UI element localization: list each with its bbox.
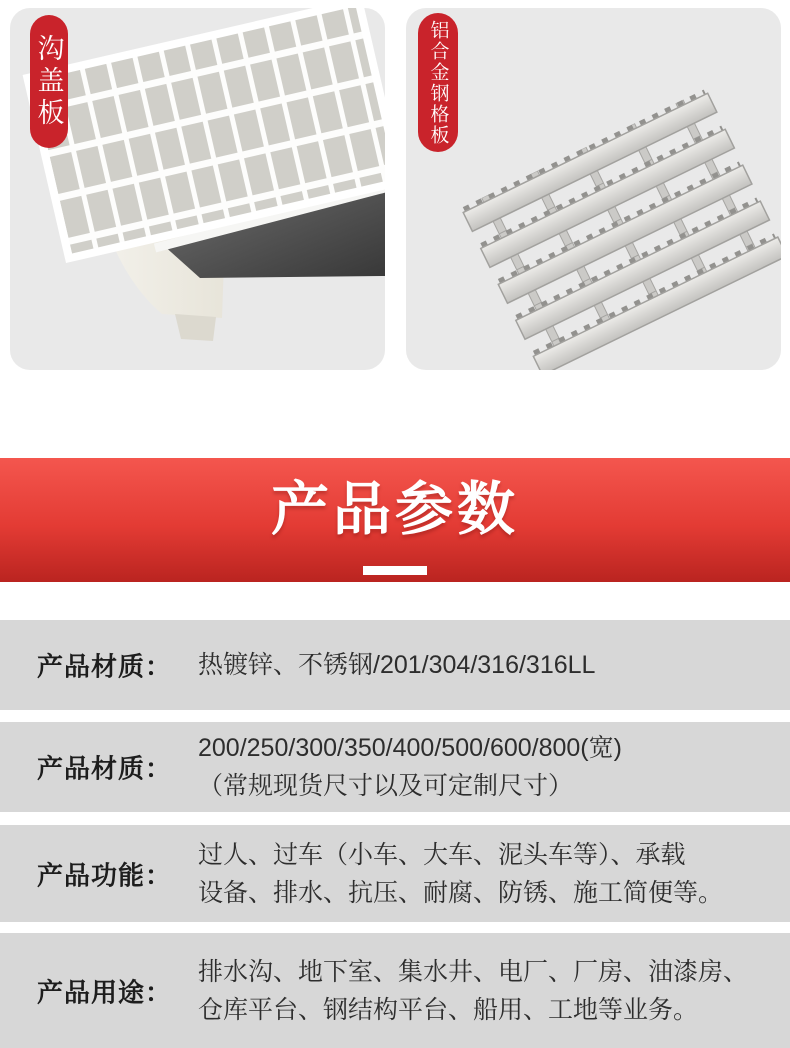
spec-value-line: 过人、过车（小车、大车、泥头车等）、承载 bbox=[198, 840, 686, 869]
spec-value-line: （常规现货尺寸以及可定制尺寸） bbox=[198, 772, 574, 800]
section-header-banner bbox=[0, 458, 790, 582]
spec-label: 产品用途： bbox=[37, 977, 173, 1007]
spec-label: 产品材质： bbox=[37, 753, 173, 784]
spec-row-material bbox=[0, 620, 790, 710]
product-badge-drain-cover bbox=[30, 15, 68, 148]
spec-value bbox=[198, 646, 595, 684]
badge-label: 铝合金钢格板 bbox=[427, 19, 449, 146]
spec-value bbox=[198, 836, 723, 912]
spec-table bbox=[0, 620, 790, 1048]
spec-value-line: 200/250/300/350/400/500/600/800(宽) bbox=[198, 734, 622, 762]
badge-label: 沟盖板 bbox=[33, 33, 64, 130]
section-title: 产品参数 bbox=[270, 477, 519, 542]
spec-row-sizes bbox=[0, 722, 790, 812]
spec-value-line: 排水沟、地下室、集水井、电厂、厂房、油漆房、 bbox=[198, 957, 749, 986]
product-image-drain-cover bbox=[10, 8, 385, 370]
spec-value-line: 热镀锌、不锈钢/201/304/316/316LL bbox=[198, 651, 596, 679]
spec-label: 产品材质： bbox=[37, 651, 173, 682]
spec-row-usages bbox=[0, 933, 790, 1048]
spec-row-functions bbox=[0, 825, 790, 922]
spec-value-line: 设备、排水、抗压、耐腐、防锈、施工简便等。 bbox=[198, 878, 724, 907]
title-underline-dash bbox=[363, 566, 427, 575]
spec-value bbox=[198, 729, 622, 805]
spec-label: 产品功能： bbox=[37, 860, 173, 890]
product-images-section bbox=[10, 8, 781, 370]
product-badge-steel-grating bbox=[418, 13, 458, 152]
steel-grating-illustration bbox=[406, 8, 781, 370]
product-image-steel-grating bbox=[406, 8, 781, 370]
spec-value-line: 仓库平台、钢结构平台、船用、工地等业务。 bbox=[198, 995, 699, 1024]
spec-value bbox=[198, 953, 748, 1029]
